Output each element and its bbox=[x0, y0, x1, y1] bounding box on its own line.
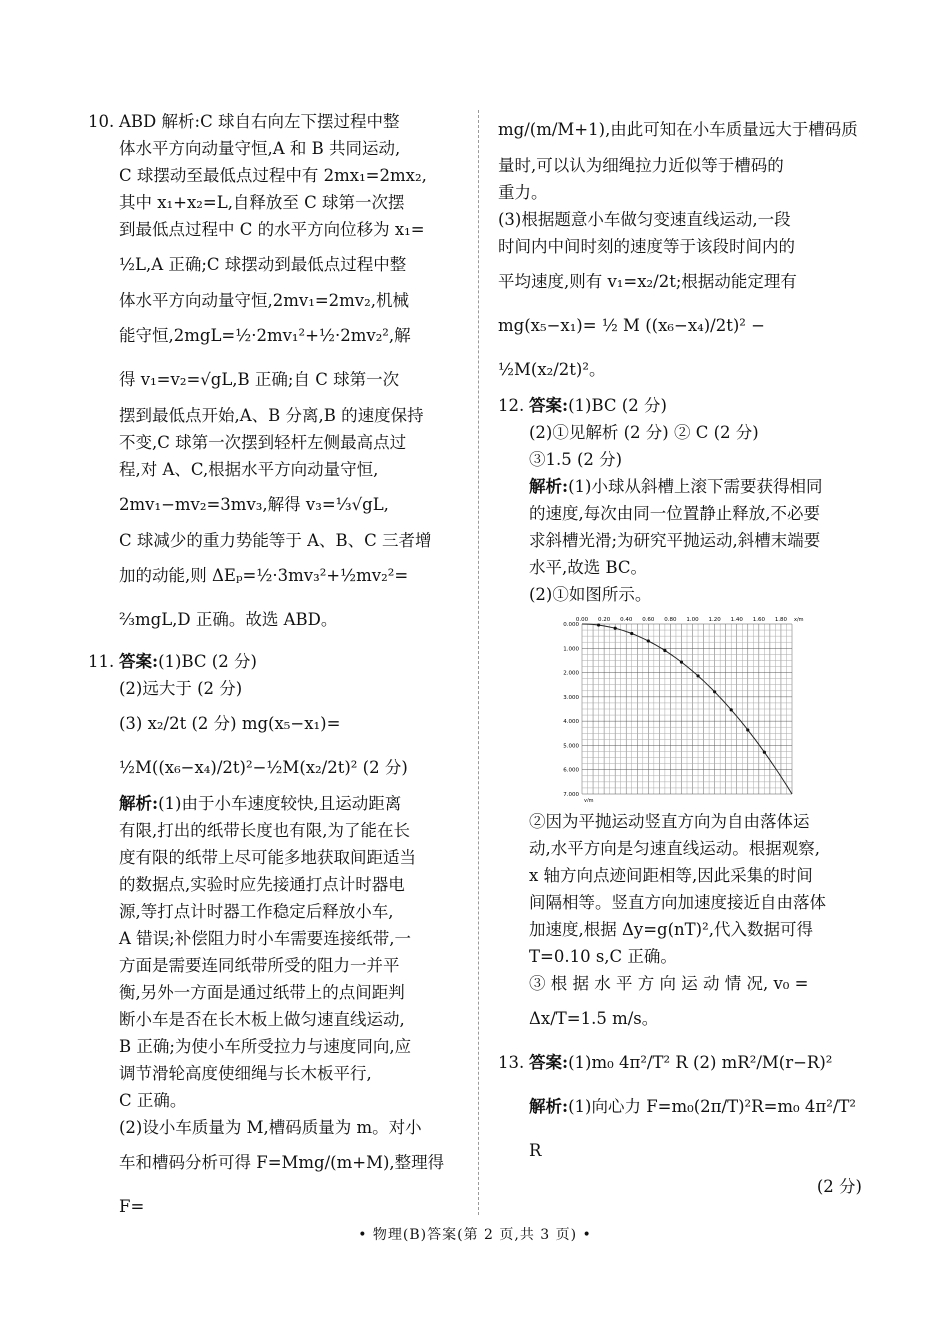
question-10 bbox=[88, 108, 460, 642]
answer-label: 答案: bbox=[529, 1053, 569, 1072]
x-axis-label: x/m bbox=[794, 617, 804, 623]
data-point bbox=[680, 661, 683, 664]
answer-part: (2)①见解析 (2 分) ② C (2 分) bbox=[529, 423, 759, 442]
q12-line: 求斜槽光滑;为研究平抛运动,斜槽末端要 bbox=[529, 531, 821, 550]
analysis-label: 解析: bbox=[529, 477, 569, 496]
q10-line: 其中 x₁+x₂=L,自释放至 C 球第一次摆 bbox=[119, 193, 405, 212]
q11-line: (1)由于小车速度较快,且运动距离 bbox=[158, 794, 402, 813]
x-tick-label: 0.00 bbox=[575, 617, 589, 623]
y-tick-label: 5.000 bbox=[563, 743, 579, 750]
q11-line: 车和槽码分析可得 F=Mmg/(m+M),整理得 F= bbox=[119, 1153, 445, 1216]
left-column bbox=[88, 108, 460, 1229]
q10-line: 能守恒,2mgL=½·2mv₁²+½·2mv₂²,解 bbox=[119, 326, 411, 345]
q11-line: 调节滑轮高度使细绳与长木板平行, bbox=[119, 1064, 372, 1083]
answer-part: (1)BC (2 分) bbox=[158, 652, 257, 671]
right-column bbox=[498, 108, 862, 1200]
analysis-label: 解析: bbox=[119, 794, 159, 813]
q13-line: (1)向心力 F=m₀(2π/T)²R=m₀ 4π²/T² R bbox=[529, 1097, 857, 1160]
q10-line: C 球减少的重力势能等于 A、B、C 三者增 bbox=[119, 531, 432, 550]
q10-line: ⅔mgL,D 正确。故选 ABD。 bbox=[119, 610, 338, 629]
q12-line: (2)①如图所示。 bbox=[529, 585, 652, 604]
question-number: 12. bbox=[498, 396, 525, 415]
q11-line: 重力。 bbox=[498, 183, 548, 202]
q11-line: 衡,另外一方面是通过纸带上的点间距判 bbox=[119, 983, 405, 1002]
answer-part: (2)远大于 (2 分) bbox=[119, 679, 243, 698]
x-tick-label: 0.40 bbox=[620, 617, 633, 623]
answer-part: (1)BC (2 分) bbox=[568, 396, 667, 415]
y-tick-label: 1.000 bbox=[563, 646, 579, 653]
graph-grid bbox=[582, 624, 792, 794]
q11-line: A 错误;补偿阻力时小车需要连接纸带,一 bbox=[119, 929, 411, 948]
x-tick-label: 1.20 bbox=[708, 617, 721, 623]
q10-line: 体水平方向动量守恒,A 和 B 共同运动, bbox=[119, 139, 401, 158]
q10-line: ½L,A 正确;C 球摆动到最低点过程中整 bbox=[119, 255, 407, 274]
data-point bbox=[696, 674, 699, 677]
q12-line: 间隔相等。竖直方向加速度接近自由落体 bbox=[529, 893, 826, 912]
question-number: 11. bbox=[88, 652, 115, 671]
question-number: 10. bbox=[88, 112, 115, 131]
q10-line: 不变,C 球第一次摆到轻杆左侧最高点过 bbox=[119, 433, 407, 452]
score: (2 分) bbox=[816, 1177, 862, 1196]
y-tick-label: 6.000 bbox=[563, 767, 579, 774]
data-point bbox=[763, 751, 766, 754]
q12-line: ②因为平抛运动竖直方向为自由落体运 bbox=[529, 812, 810, 831]
y-tick-label: 2.000 bbox=[563, 670, 579, 677]
q10-line: 程,对 A、C,根据水平方向动量守恒, bbox=[119, 460, 379, 479]
q10-line: 体水平方向动量守恒,2mv₁=2mv₂,机械 bbox=[119, 291, 409, 310]
q11-line: B 正确;为使小车所受拉力与速度同向,应 bbox=[119, 1037, 412, 1056]
data-point bbox=[730, 708, 733, 711]
q11-line: (2)设小车质量为 M,槽码质量为 m。对小 bbox=[119, 1118, 422, 1137]
question-13 bbox=[498, 1041, 862, 1200]
q11-line: 平均速度,则有 v₁=x₂/2t;根据动能定理有 bbox=[498, 272, 797, 291]
q11-line: 量时,可以认为细绳拉力近似等于槽码的 bbox=[498, 156, 784, 175]
q12-line: (1)小球从斜槽上滚下需要获得相同 bbox=[568, 477, 823, 496]
q12-line: 动,水平方向是匀速直线运动。根据观察, bbox=[529, 839, 820, 858]
q11-line: mg(x₅−x₁)= ½ M ((x₆−x₄)/2t)² − bbox=[498, 316, 765, 335]
q12-line: 水平,故选 BC。 bbox=[529, 558, 648, 577]
answer-label: 答案: bbox=[529, 396, 569, 415]
answer-part: (1)m₀ 4π²/T² R (2) mR²/M(r−R)² bbox=[568, 1053, 833, 1072]
q12-line: 加速度,根据 Δy=g(nT)²,代入数据可得 bbox=[529, 920, 813, 939]
q11-line: 断小车是否在长木板上做匀速直线运动, bbox=[119, 1010, 405, 1029]
q11-line: 方面是需要连同纸带所受的阻力一并平 bbox=[119, 956, 400, 975]
q11-line: (3)根据题意小车做匀变速直线运动,一段 bbox=[498, 210, 791, 229]
answer-part: (3) x₂/2t (2 分) mg(x₅−x₁)= bbox=[119, 714, 341, 733]
x-tick-label: 0.80 bbox=[664, 617, 677, 623]
data-point bbox=[614, 627, 617, 630]
x-tick-label: 1.00 bbox=[686, 617, 699, 623]
x-tick-label: 0.60 bbox=[642, 617, 655, 623]
q12-line: T=0.10 s,C 正确。 bbox=[529, 947, 677, 966]
q11-line: ½M(x₂/2t)²。 bbox=[498, 360, 606, 379]
graph-ticks bbox=[563, 617, 803, 802]
x-tick-label: 1.80 bbox=[774, 617, 788, 623]
page-footer: • 物理(B)答案(第 2 页,共 3 页) • bbox=[358, 1227, 592, 1243]
q10-line: C 球摆动至最低点过程中有 2mx₁=2mx₂, bbox=[119, 166, 427, 185]
q10-line: 摆到最低点开始,A、B 分离,B 的速度保持 bbox=[119, 406, 424, 425]
x-tick-label: 1.60 bbox=[752, 617, 765, 623]
q10-line: 到最低点过程中 C 的水平方向位移为 x₁= bbox=[119, 220, 425, 239]
q10-line: 加的动能,则 ΔEₚ=½·3mv₃²+½mv₂²= bbox=[119, 566, 409, 585]
q12-line: Δx/T=1.5 m/s。 bbox=[529, 1009, 659, 1028]
y-tick-label: 0.000 bbox=[563, 622, 579, 628]
answer-part: ½M((x₆−x₄)/2t)²−½M(x₂/2t)² (2 分) bbox=[119, 758, 408, 777]
q12-line: x 轴方向点迹间距相等,因此采集的时间 bbox=[529, 866, 813, 885]
q11-line: 有限,打出的纸带长度也有限,为了能在长 bbox=[119, 821, 410, 840]
y-tick-label: 7.000 bbox=[563, 792, 579, 798]
q10-line: ABD 解析:C 球自右向左下摆过程中整 bbox=[119, 112, 400, 131]
question-11-continued bbox=[498, 108, 862, 392]
question-12 bbox=[498, 392, 862, 1041]
data-point bbox=[647, 639, 650, 642]
y-tick-label: 3.000 bbox=[563, 694, 579, 701]
q10-line: 得 v₁=v₂=√gL,B 正确;自 C 球第一次 bbox=[119, 370, 400, 389]
data-point bbox=[663, 649, 666, 652]
data-point bbox=[713, 690, 716, 693]
column-divider bbox=[478, 110, 479, 1215]
x-tick-label: 0.20 bbox=[597, 617, 611, 623]
q11-line: C 正确。 bbox=[119, 1091, 187, 1110]
q11-line: 的数据点,实验时应先接通打点计时器电 bbox=[119, 875, 405, 894]
q10-line: 2mv₁−mv₂=3mv₃,解得 v₃=⅓√gL, bbox=[119, 495, 389, 514]
q11-line: mg/(m/M+1),由此可知在小车质量远大于槽码质 bbox=[498, 120, 858, 139]
data-point bbox=[746, 728, 749, 731]
question-number: 13. bbox=[498, 1053, 525, 1072]
data-point bbox=[630, 632, 633, 635]
q11-line: 源,等打点计时器工作稳定后释放小车, bbox=[119, 902, 394, 921]
y-tick-label: 4.000 bbox=[563, 719, 579, 726]
answer-part: ③1.5 (2 分) bbox=[529, 450, 623, 469]
analysis-label: 解析: bbox=[529, 1097, 569, 1116]
q11-line: 度有限的纸带上尽可能多地获取间距适当 bbox=[119, 848, 416, 867]
data-point bbox=[597, 623, 600, 626]
x-tick-label: 1.40 bbox=[730, 617, 743, 623]
q12-line: ③ 根 据 水 平 方 向 运 动 情 况, v₀ = bbox=[529, 974, 809, 993]
q12-line: 的速度,每次由同一位置静止释放,不必要 bbox=[529, 504, 820, 523]
q11-line: 时间内中间时刻的速度等于该段时间内的 bbox=[498, 237, 795, 256]
question-11 bbox=[88, 648, 460, 1229]
trajectory-graph bbox=[552, 612, 807, 802]
y-axis-label: y/m bbox=[584, 798, 594, 802]
answer-label: 答案: bbox=[119, 652, 159, 671]
